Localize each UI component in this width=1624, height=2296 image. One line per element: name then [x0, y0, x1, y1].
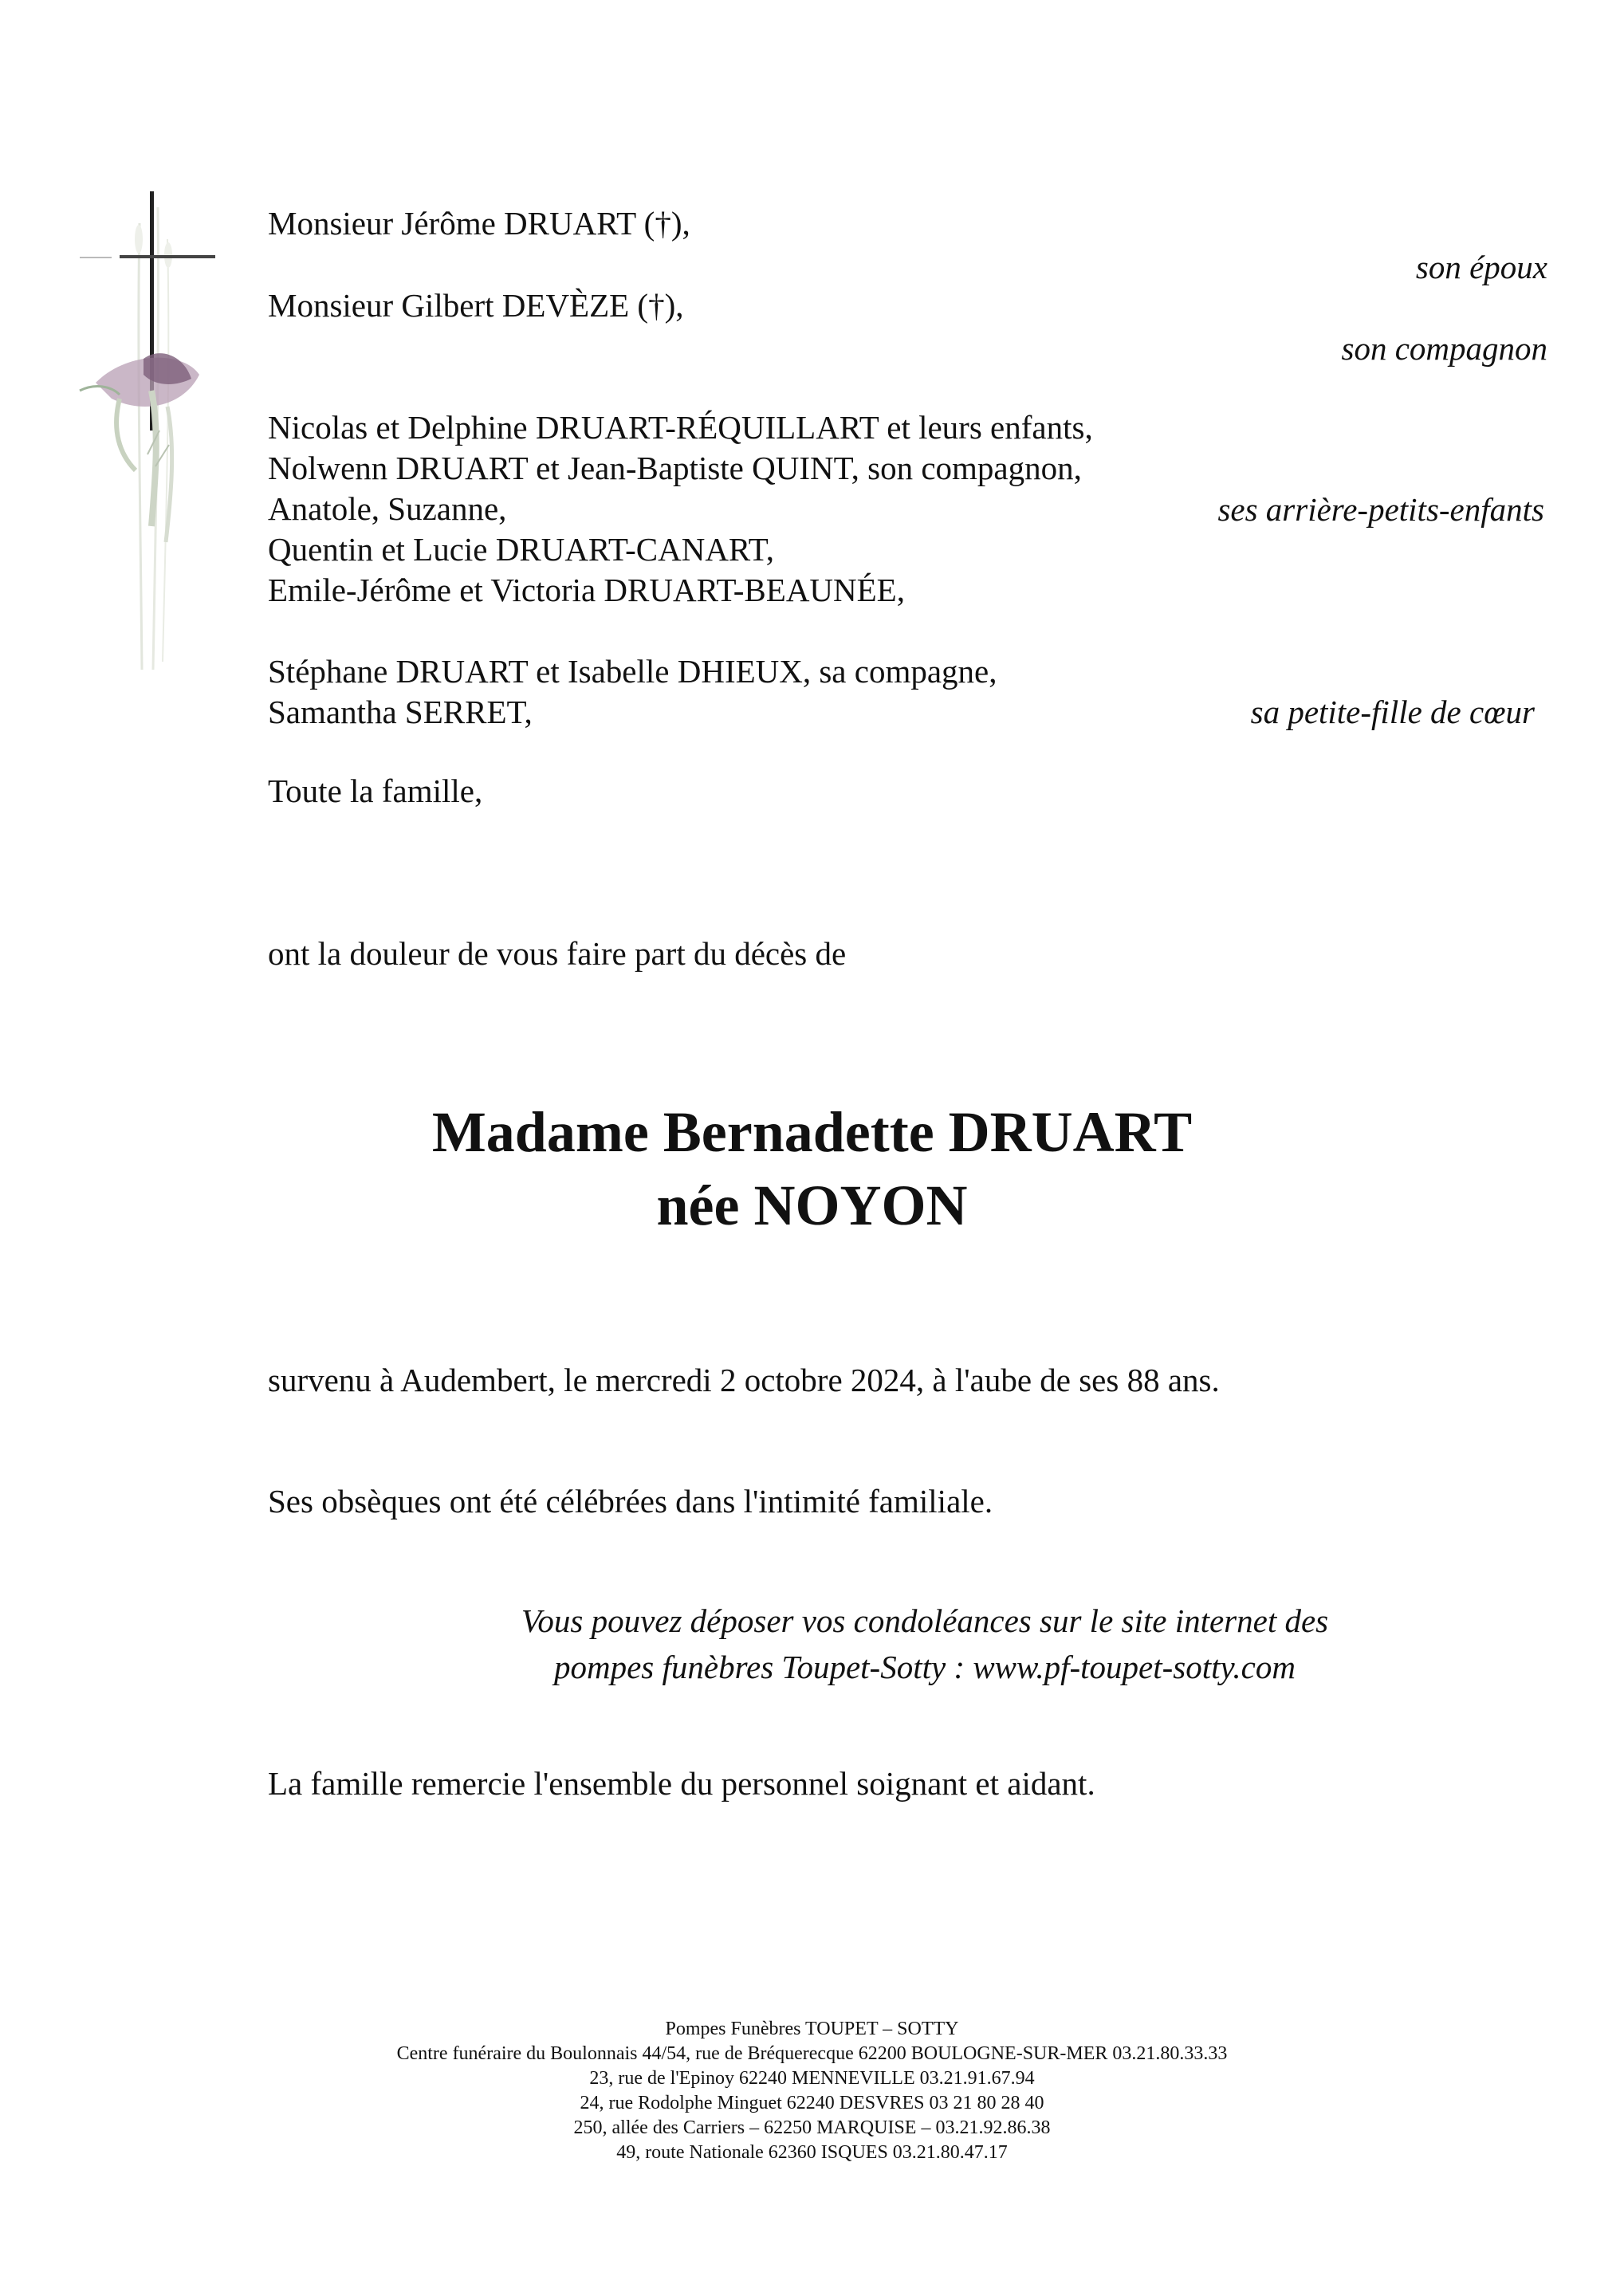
footer-line: Pompes Funèbres TOUPET – SOTTY: [665, 2019, 959, 2039]
condolences-line: pompes funèbres Toupet-Sotty : www.pf-toupet-sotty.com: [553, 1649, 1296, 1685]
footer-line: 49, route Nationale 62360 ISQUES 03.21.80.47.17: [616, 2142, 1008, 2163]
husband-name: Monsieur Jérôme DRUART (†),: [268, 205, 690, 242]
announcement: ont la douleur de vous faire part du décès de: [268, 935, 847, 972]
companion-name: Monsieur Gilbert DEVÈZE (†),: [268, 287, 684, 324]
grandchildren-line: Nolwenn DRUART et Jean-Baptiste QUINT, son compagnon,: [268, 450, 1082, 486]
grandchildren-line: Quentin et Lucie DRUART-CANART,: [268, 531, 775, 568]
condolences-line: Vous pouvez déposer vos condoléances sur le site internet des: [521, 1602, 1329, 1639]
companion-role: son compagnon: [1341, 330, 1547, 367]
footer-line: 250, allée des Carriers – 62250 MARQUISE – 03.21.92.86.38: [573, 2117, 1051, 2138]
grandchildren-role: ses arrière-petits-enfants: [1217, 491, 1544, 528]
grandchildren-line: Emile-Jérôme et Victoria DRUART-BEAUNÉE,: [268, 572, 905, 608]
funeral-info: Ses obsèques ont été célébrées dans l'intimité familiale.: [268, 1483, 993, 1520]
husband-role: son époux: [1415, 249, 1547, 285]
deceased-name: Madame Bernadette DRUART: [431, 1100, 1193, 1164]
thanks: La famille remercie l'ensemble du personnel soignant et aidant.: [268, 1765, 1095, 1802]
grandchildren-line: Nicolas et Delphine DRUART-RÉQUILLART et leurs enfants,: [268, 409, 1093, 446]
all-family: Toute la famille,: [268, 773, 483, 809]
cross-with-calla-lily-icon: [64, 191, 231, 686]
grandchildren-line: Anatole, Suzanne,: [268, 490, 507, 527]
stephane-line: Stéphane DRUART et Isabelle DHIEUX, sa compagne,: [268, 653, 997, 690]
samantha-line: Samantha SERRET,: [268, 694, 533, 730]
samantha-role: sa petite-fille de cœur: [1250, 694, 1535, 730]
footer-line: 24, rue Rodolphe Minguet 62240 DESVRES 03 21 80 28 40: [580, 2093, 1044, 2113]
footer-line: Centre funéraire du Boulonnais 44/54, rue de Bréquerecque 62200 BOULOGNE-SUR-MER 03.21.80.33.33: [396, 2043, 1228, 2064]
funeral-home-footer: [0, 2017, 1624, 2165]
footer-line: 23, rue de l'Epinoy 62240 MENNEVILLE 03.21.91.67.94: [589, 2068, 1035, 2089]
death-info: survenu à Audembert, le mercredi 2 octobre 2024, à l'aube de ses 88 ans.: [268, 1362, 1220, 1398]
deceased-maiden-name: née NOYON: [656, 1174, 968, 1237]
